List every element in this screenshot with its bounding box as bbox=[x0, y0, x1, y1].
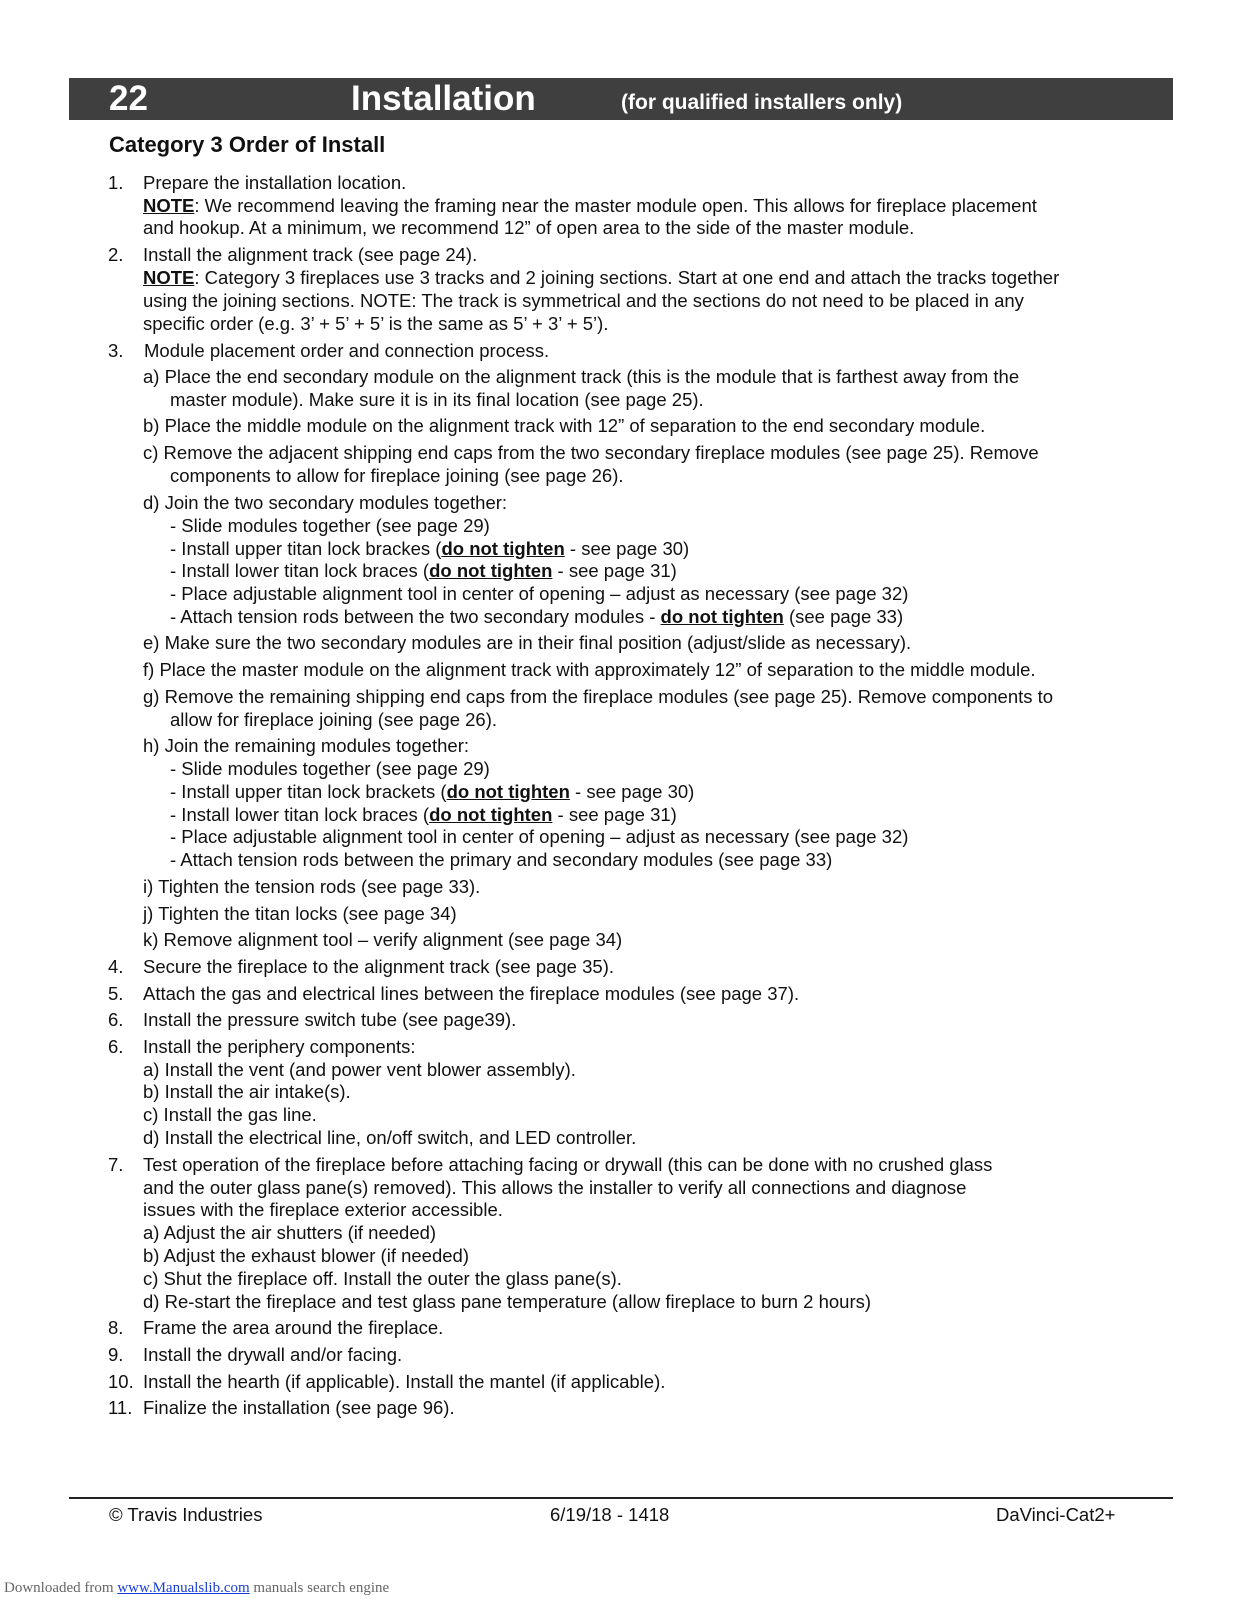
substep-text: a) Place the end secondary module on the alignment track (this is the module that is farthest away from the bbox=[143, 366, 1020, 387]
step-text: issues with the fireplace exterior accessible. bbox=[143, 1199, 503, 1220]
substep-text: c) Remove the adjacent shipping end caps from the two secondary fireplace modules (see page 25). Remove bbox=[143, 442, 1039, 463]
footer-divider bbox=[69, 1497, 1173, 1499]
substep-text: d) Join the two secondary modules together: bbox=[143, 492, 508, 513]
bullet-text: - Attach tension rods between the two secondary modules - do not tighten (see page 33) bbox=[170, 606, 904, 627]
footer-copyright: © Travis Industries bbox=[109, 1504, 263, 1525]
substep-text: allow for fireplace joining (see page 26). bbox=[170, 709, 498, 730]
bullet-text: - Attach tension rods between the primary and secondary modules (see page 33) bbox=[170, 849, 833, 870]
step-text: Install the drywall and/or facing. bbox=[143, 1344, 403, 1365]
substep-text: j) Tighten the titan locks (see page 34) bbox=[143, 903, 457, 924]
step-number: 8. bbox=[108, 1317, 124, 1338]
step-number: 10. bbox=[108, 1371, 134, 1392]
substep-text: master module). Make sure it is in its final location (see page 25). bbox=[170, 389, 704, 410]
step-text: Prepare the installation location. bbox=[143, 172, 407, 193]
bullet-text: - Place adjustable alignment tool in center of opening – adjust as necessary (see page 32) bbox=[170, 583, 909, 604]
header-title: Installation bbox=[351, 79, 536, 118]
substep-text: c) Shut the fireplace off. Install the outer the glass pane(s). bbox=[143, 1268, 622, 1289]
substep-text: g) Remove the remaining shipping end caps from the fireplace modules (see page 25). Remove components to bbox=[143, 686, 1054, 707]
substep-text: f) Place the master module on the alignment track with approximately 12” of separation to the middle module. bbox=[143, 659, 1036, 680]
step-number: 9. bbox=[108, 1344, 124, 1365]
manualslib-link[interactable]: www.Manualslib.com bbox=[117, 1580, 250, 1596]
substep-text: e) Make sure the two secondary modules are in their final position (adjust/slide as necessary). bbox=[143, 632, 912, 653]
step-text: Finalize the installation (see page 96). bbox=[143, 1397, 455, 1418]
section-title: Category 3 Order of Install bbox=[109, 132, 386, 157]
note-label: NOTE bbox=[143, 195, 195, 216]
step-text: specific order (e.g. 3’ + 5’ + 5’ is the same as 5’ + 3’ + 5’). bbox=[143, 313, 609, 334]
substep-text: a) Adjust the air shutters (if needed) bbox=[143, 1222, 437, 1243]
substep-text: c) Install the gas line. bbox=[143, 1104, 317, 1125]
footer-date: 6/19/18 - 1418 bbox=[550, 1504, 670, 1525]
step-text: Module placement order and connection process. bbox=[144, 340, 550, 361]
step-text: NOTE: We recommend leaving the framing near the master module open. This allows for fireplace placement bbox=[143, 195, 1037, 216]
substep-text: b) Place the middle module on the alignment track with 12” of separation to the end secondary module. bbox=[143, 415, 986, 436]
substep-text: b) Adjust the exhaust blower (if needed) bbox=[143, 1245, 469, 1266]
substep-text: h) Join the remaining modules together: bbox=[143, 735, 469, 756]
warning-text: do not tighten bbox=[429, 560, 553, 581]
substep-text: b) Install the air intake(s). bbox=[143, 1081, 351, 1102]
step-text: Test operation of the fireplace before attaching facing or drywall (this can be done with no crushed glass bbox=[143, 1154, 993, 1175]
step-text: Frame the area around the fireplace. bbox=[143, 1317, 444, 1338]
warning-text: do not tighten bbox=[441, 538, 565, 559]
header-bar bbox=[69, 78, 1173, 120]
substep-text: d) Install the electrical line, on/off switch, and LED controller. bbox=[143, 1127, 637, 1148]
step-number: 6. bbox=[108, 1036, 124, 1057]
note-label: NOTE bbox=[143, 267, 195, 288]
step-number: 3. bbox=[108, 340, 124, 361]
substep-text: k) Remove alignment tool – verify alignment (see page 34) bbox=[143, 929, 623, 950]
step-text: Install the pressure switch tube (see page39). bbox=[143, 1009, 517, 1030]
step-text: using the joining sections. NOTE: The track is symmetrical and the sections do not need to be placed in any bbox=[143, 290, 1024, 311]
substep-text: components to allow for fireplace joining (see page 26). bbox=[170, 465, 624, 486]
step-text: Attach the gas and electrical lines between the fireplace modules (see page 37). bbox=[143, 983, 800, 1004]
step-number: 11. bbox=[108, 1397, 133, 1418]
download-notice: Downloaded from www.Manualslib.com manuals search engine bbox=[4, 1580, 390, 1596]
step-number: 4. bbox=[108, 956, 124, 977]
substep-text: d) Re-start the fireplace and test glass pane temperature (allow fireplace to burn 2 hours) bbox=[143, 1291, 872, 1312]
bullet-text: - Place adjustable alignment tool in center of opening – adjust as necessary (see page 32) bbox=[170, 826, 909, 847]
page-number: 22 bbox=[109, 79, 148, 118]
bullet-text: - Install lower titan lock braces (do not tighten - see page 31) bbox=[170, 804, 677, 825]
warning-text: do not tighten bbox=[660, 606, 784, 627]
step-text: Install the periphery components: bbox=[143, 1036, 416, 1057]
header-subtitle: (for qualified installers only) bbox=[621, 91, 903, 114]
warning-text: do not tighten bbox=[446, 781, 570, 802]
step-text: NOTE: Category 3 fireplaces use 3 tracks and 2 joining sections. Start at one end and attach the tracks together bbox=[143, 267, 1060, 288]
step-text: Install the hearth (if applicable). Install the mantel (if applicable). bbox=[143, 1371, 666, 1392]
footer-model: DaVinci-Cat2+ bbox=[996, 1504, 1116, 1525]
step-number: 6. bbox=[108, 1009, 124, 1030]
bullet-text: - Slide modules together (see page 29) bbox=[170, 515, 490, 536]
step-text: Secure the fireplace to the alignment track (see page 35). bbox=[143, 956, 614, 977]
step-text: and hookup. At a minimum, we recommend 12” of open area to the side of the master module. bbox=[143, 217, 915, 238]
step-number: 5. bbox=[108, 983, 124, 1004]
warning-text: do not tighten bbox=[429, 804, 553, 825]
step-number: 7. bbox=[108, 1154, 124, 1175]
step-text: Install the alignment track (see page 24). bbox=[143, 244, 478, 265]
bullet-text: - Install lower titan lock braces (do not tighten - see page 31) bbox=[170, 560, 677, 581]
substep-text: a) Install the vent (and power vent blower assembly). bbox=[143, 1059, 576, 1080]
step-number: 1. bbox=[108, 172, 124, 193]
substep-text: i) Tighten the tension rods (see page 33). bbox=[143, 876, 481, 897]
bullet-text: - Install upper titan lock brackes (do not tighten - see page 30) bbox=[170, 538, 690, 559]
step-number: 2. bbox=[108, 244, 124, 265]
step-text: and the outer glass pane(s) removed). This allows the installer to verify all connections and diagnose bbox=[143, 1177, 967, 1198]
bullet-text: - Install upper titan lock brackets (do not tighten - see page 30) bbox=[170, 781, 695, 802]
bullet-text: - Slide modules together (see page 29) bbox=[170, 758, 490, 779]
